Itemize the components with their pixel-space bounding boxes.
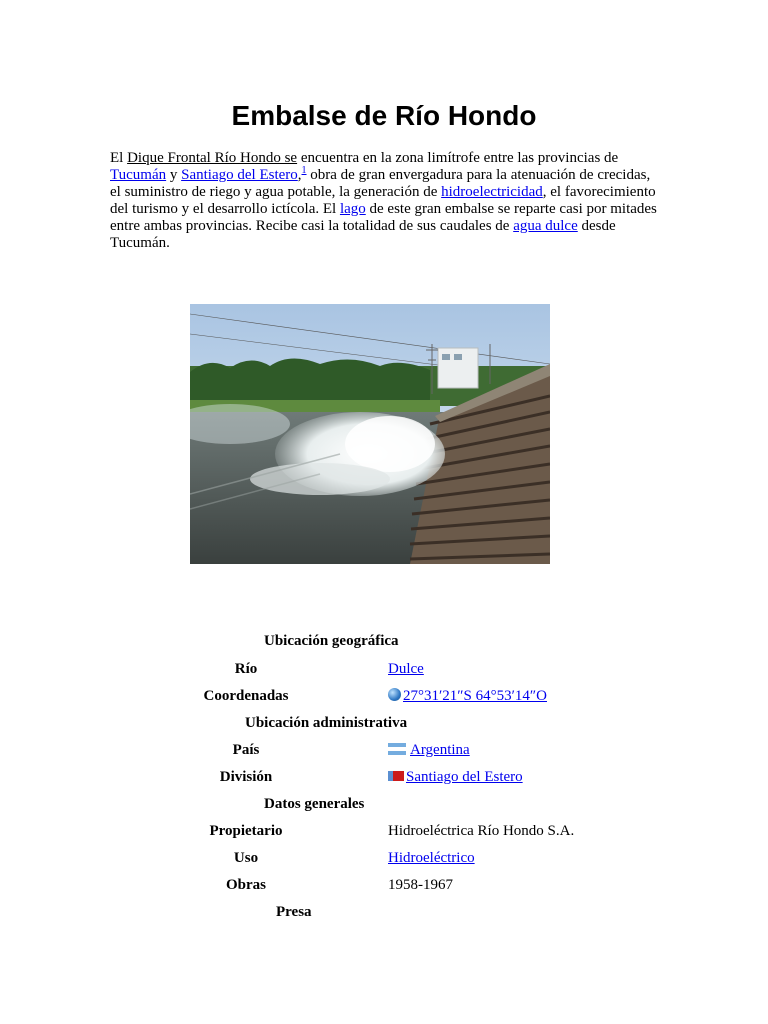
intro-text: , el favorecimiento del turismo y el desarrollo ictícola. El — [110, 184, 656, 217]
infobox-value-rio — [388, 660, 424, 678]
rio-dulce-link[interactable]: Dulce — [388, 661, 424, 677]
infobox-header-ubicacion-geografica: Ubicación geográfica — [264, 633, 399, 649]
intro-text: El — [110, 150, 128, 166]
reference-link[interactable]: 1 — [301, 165, 307, 176]
infobox-value-pais — [388, 741, 470, 759]
infobox-header-datos-generales: Datos generales — [264, 796, 365, 812]
santiago-del-estero-link[interactable]: Santiago del Estero — [406, 769, 523, 785]
santiago-del-estero-flag-icon — [388, 771, 404, 781]
infobox-value-obras: 1958-1967 — [388, 877, 453, 893]
infobox-label-propietario: Propietario — [209, 823, 283, 839]
intro-paragraph — [110, 150, 658, 252]
infobox-header-presa: Presa — [276, 904, 312, 920]
infobox-label-division: División — [219, 769, 273, 785]
coordinates-link[interactable]: 27°31′21″S 64°53′14″O — [403, 688, 547, 704]
infobox-label-uso: Uso — [233, 850, 259, 866]
argentina-link[interactable]: Argentina — [410, 742, 470, 758]
infobox-value-uso — [388, 849, 475, 867]
infobox-value-coordenadas — [388, 687, 547, 705]
infobox-value-division — [388, 768, 523, 786]
infobox-label-obras: Obras — [225, 877, 266, 893]
page-title: Embalse de Río Hondo — [231, 100, 537, 131]
infobox-label-coordenadas: Coordenadas — [203, 688, 289, 704]
infobox-label-rio: Río — [234, 661, 258, 677]
santiago-link[interactable]: Santiago del Estero — [181, 167, 298, 183]
argentina-flag-icon — [388, 743, 406, 755]
hidroelectricidad-link[interactable]: hidroelectricidad — [441, 184, 543, 200]
intro-text: obra de gran envergadura para la atenuación de crecidas, el suministro de riego y agua potable, la generación de — [110, 167, 651, 200]
dam-photo-illustration — [190, 304, 550, 564]
globe-icon — [388, 688, 401, 701]
intro-text: encuentra en la zona limítrofe entre las provincias de — [297, 150, 619, 166]
tucuman-link[interactable]: Tucumán — [110, 167, 167, 183]
hidroelectrico-link[interactable]: Hidroeléctrico — [388, 850, 475, 866]
intro-text: de este gran embalse se reparte casi por mitades entre ambas provincias. Recibe casi la totalidad de sus caudales de — [110, 201, 657, 234]
infobox-label-pais: País — [232, 742, 260, 758]
lago-link[interactable]: lago — [339, 201, 366, 217]
intro-text: , — [297, 167, 302, 183]
intro-text: desde Tucumán. — [110, 218, 616, 251]
dam-photo — [190, 304, 550, 564]
dique-link[interactable]: Dique Frontal Río Hondo se — [127, 150, 298, 166]
agua-dulce-link[interactable]: agua dulce — [513, 218, 578, 234]
infobox-header-ubicacion-administrativa: Ubicación administrativa — [245, 715, 408, 731]
infobox-value-propietario: Hidroeléctrica Río Hondo S.A. — [388, 823, 575, 839]
intro-text: y — [166, 167, 182, 183]
